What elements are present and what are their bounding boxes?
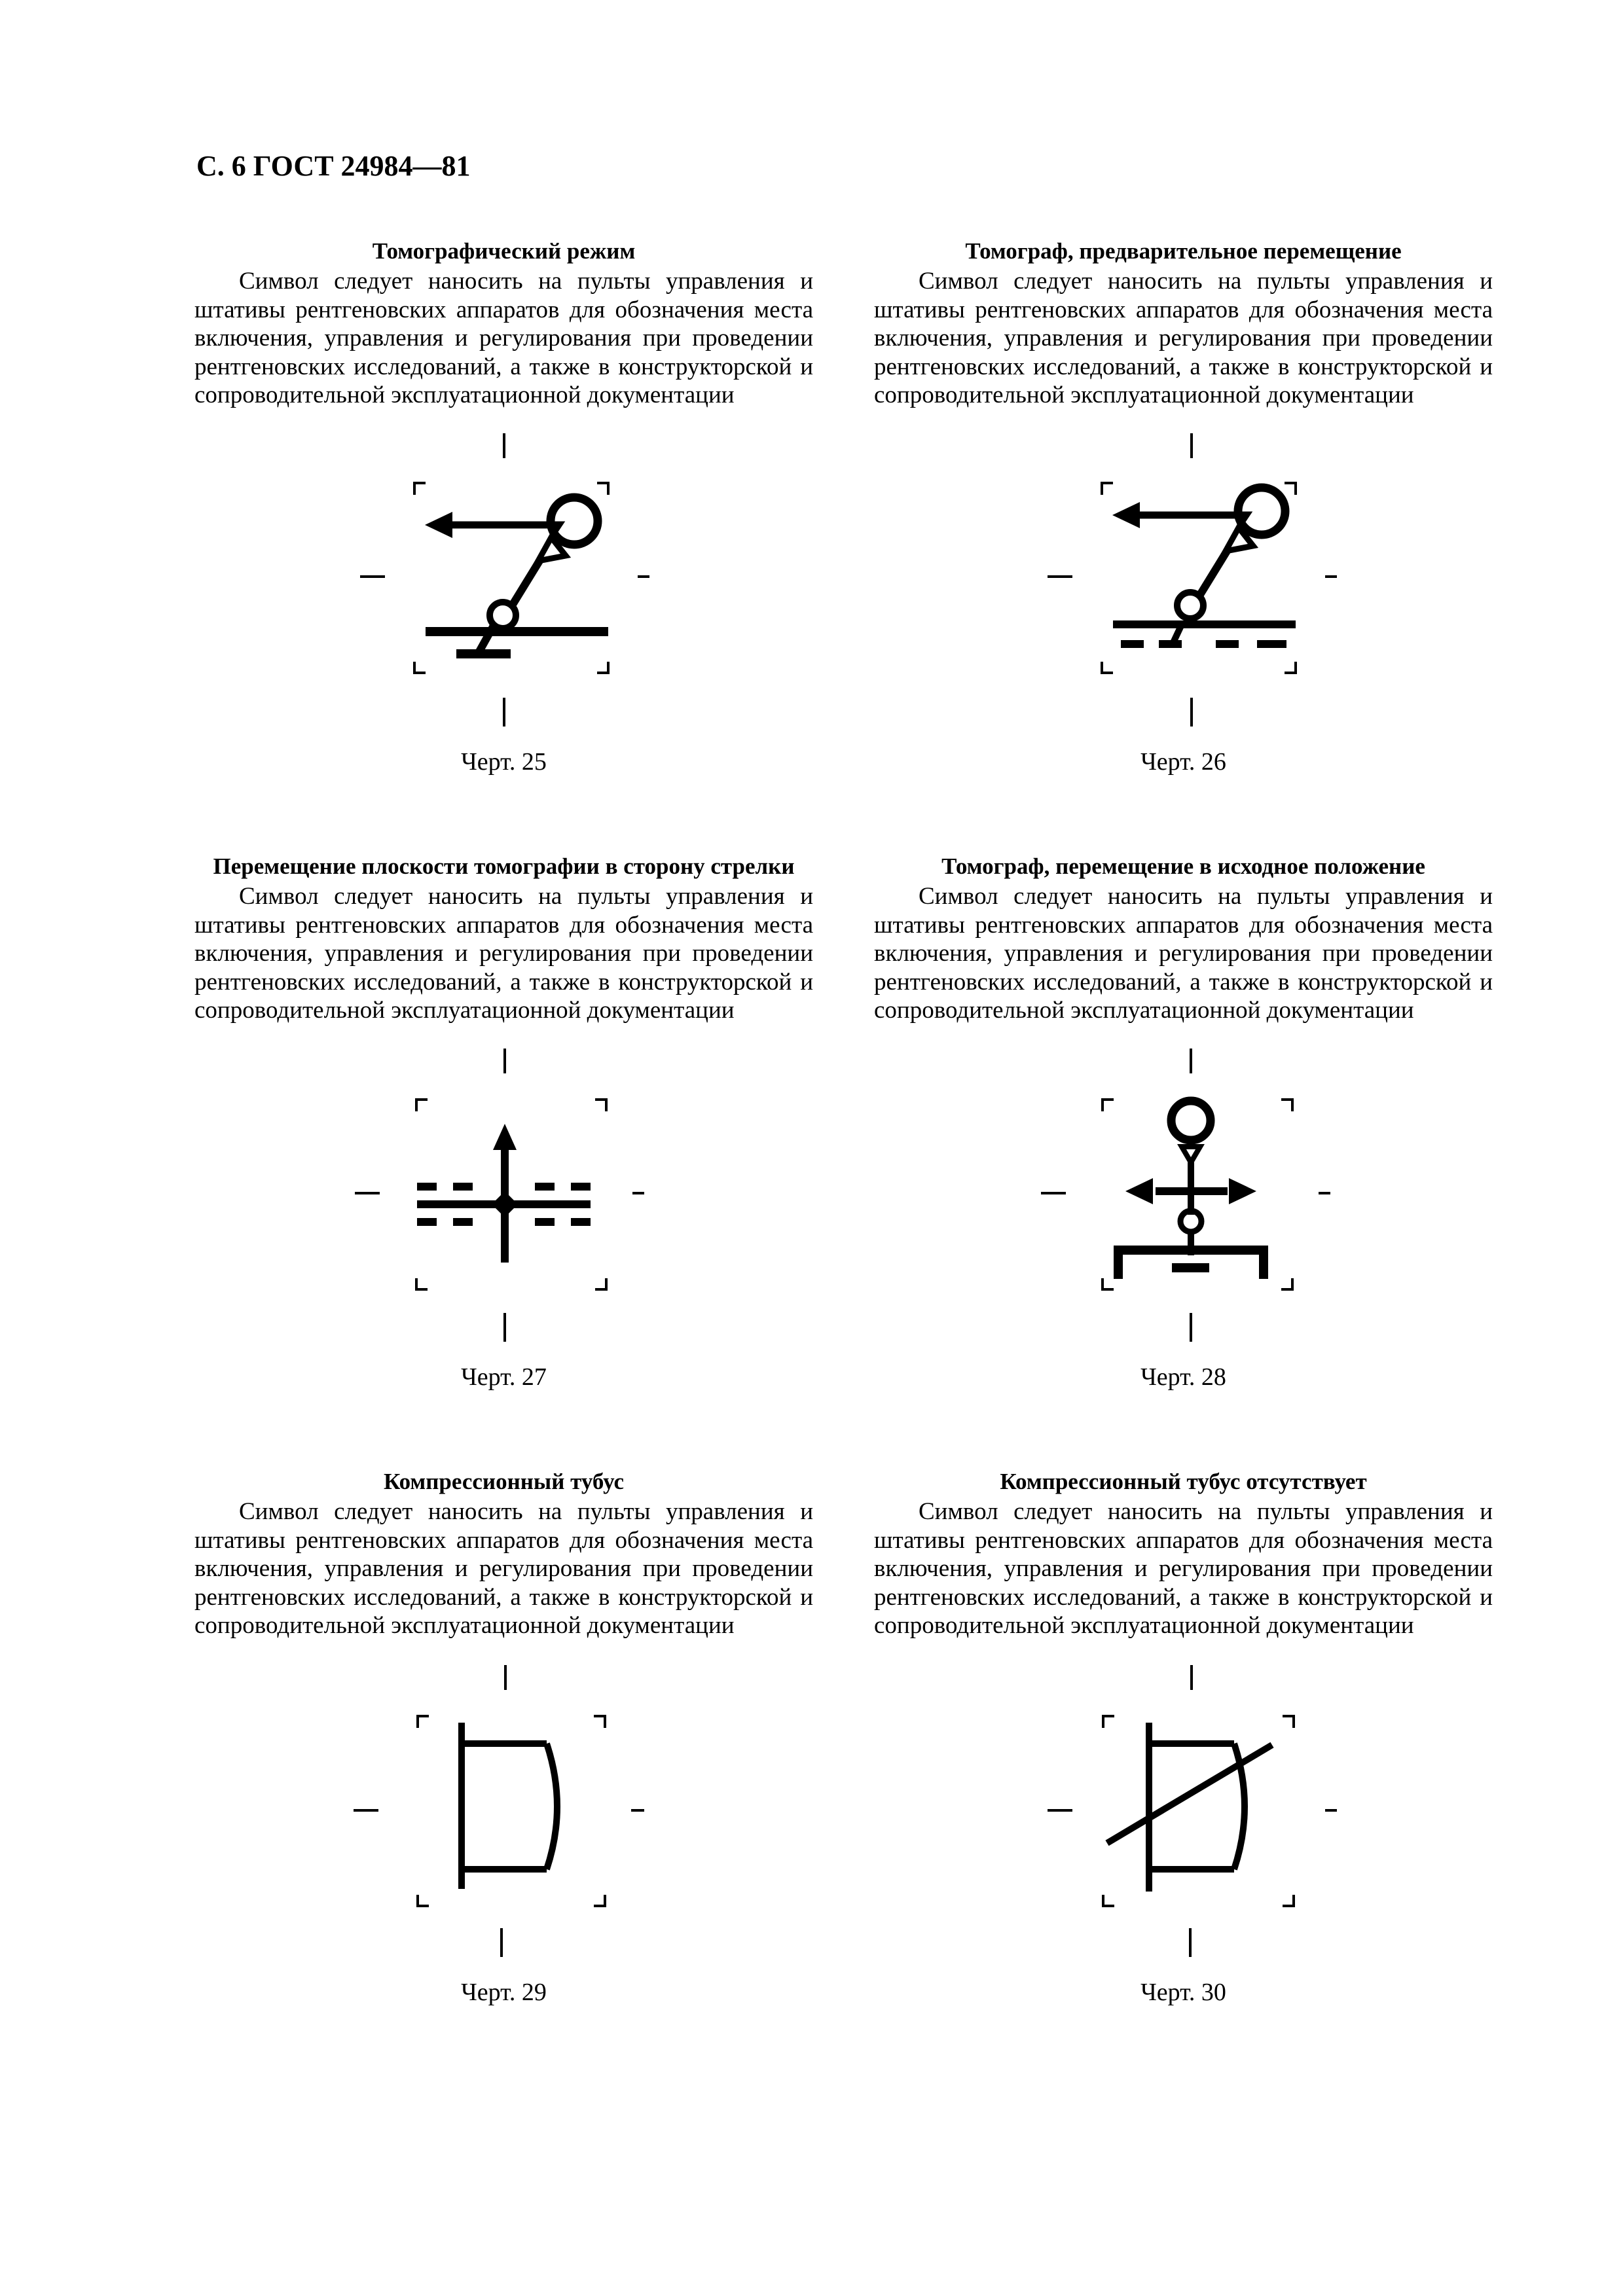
figure-caption: Черт. 29 — [461, 1978, 547, 2006]
section-body: Символ следует наносить на пульты управления и штативы рентгеновских аппаратов для обозначения места включения, управления и регулирования при проведении рентгеновских исследований, а также в конструкторской и сопроводительной эксплуатационной документации — [194, 268, 813, 408]
section-title: Томограф, перемещение в исходное положение — [941, 853, 1425, 879]
section-body: Символ следует наносить на пульты управления и штативы рентгеновских аппаратов для обозначения места включения, управления и регулирования при проведении рентгеновских исследований, а также в конструкторской и сопроводительной эксплуатационной документации — [874, 268, 1493, 408]
figure-caption: Черт. 25 — [461, 747, 547, 776]
compression-cone-icon — [194, 1659, 813, 1966]
section-tomography-plane-move — [194, 851, 813, 1390]
compression-cone-absent-icon — [874, 1659, 1493, 1966]
section-compression-cone-absent — [874, 1466, 1493, 2005]
figure — [194, 1659, 813, 2005]
section-body: Символ следует наносить на пульты управления и штативы рентгеновских аппаратов для обозначения места включения, управления и регулирования при проведении рентгеновских исследований, а также в конструкторской и сопроводительной эксплуатационной документации — [874, 1498, 1493, 1639]
tomography-mode-icon — [194, 428, 813, 736]
section-tomograph-preliminary-move — [874, 236, 1493, 775]
tomograph-return-home-icon — [874, 1043, 1493, 1351]
section-title: Томограф, предварительное перемещение — [965, 238, 1402, 264]
section-title: Компрессионный тубус отсутствует — [1000, 1469, 1367, 1494]
section-body: Символ следует наносить на пульты управления и штативы рентгеновских аппаратов для обозначения места включения, управления и регулирования при проведении рентгеновских исследований, а также в конструкторской и сопроводительной эксплуатационной документации — [194, 1498, 813, 1639]
section-title: Компрессионный тубус — [383, 1469, 625, 1494]
page-header: С. 6 ГОСТ 24984—81 — [196, 150, 471, 182]
section-tomograph-return-home — [874, 851, 1493, 1390]
figure — [874, 1043, 1493, 1390]
section-tomography-mode — [194, 236, 813, 775]
figure-caption: Черт. 30 — [1140, 1978, 1226, 2006]
figure-caption: Черт. 28 — [1140, 1363, 1226, 1391]
figure — [874, 428, 1493, 775]
tomography-plane-move-icon — [194, 1043, 813, 1351]
section-title: Перемещение плоскости томографии в сторону стрелки — [213, 853, 795, 879]
figure — [194, 428, 813, 775]
figure — [874, 1659, 1493, 2005]
tomograph-preliminary-move-icon — [874, 428, 1493, 736]
figure-caption: Черт. 27 — [461, 1363, 547, 1391]
section-title: Томографический режим — [372, 238, 636, 264]
section-compression-cone — [194, 1466, 813, 2005]
section-body: Символ следует наносить на пульты управления и штативы рентгеновских аппаратов для обозначения места включения, управления и регулирования при проведении рентгеновских исследований, а также в конструкторской и сопроводительной эксплуатационной документации — [874, 883, 1493, 1024]
figure-caption: Черт. 26 — [1140, 747, 1226, 776]
section-body: Символ следует наносить на пульты управления и штативы рентгеновских аппаратов для обозначения места включения, управления и регулирования при проведении рентгеновских исследований, а также в конструкторской и сопроводительной эксплуатационной документации — [194, 883, 813, 1024]
figure — [194, 1043, 813, 1390]
